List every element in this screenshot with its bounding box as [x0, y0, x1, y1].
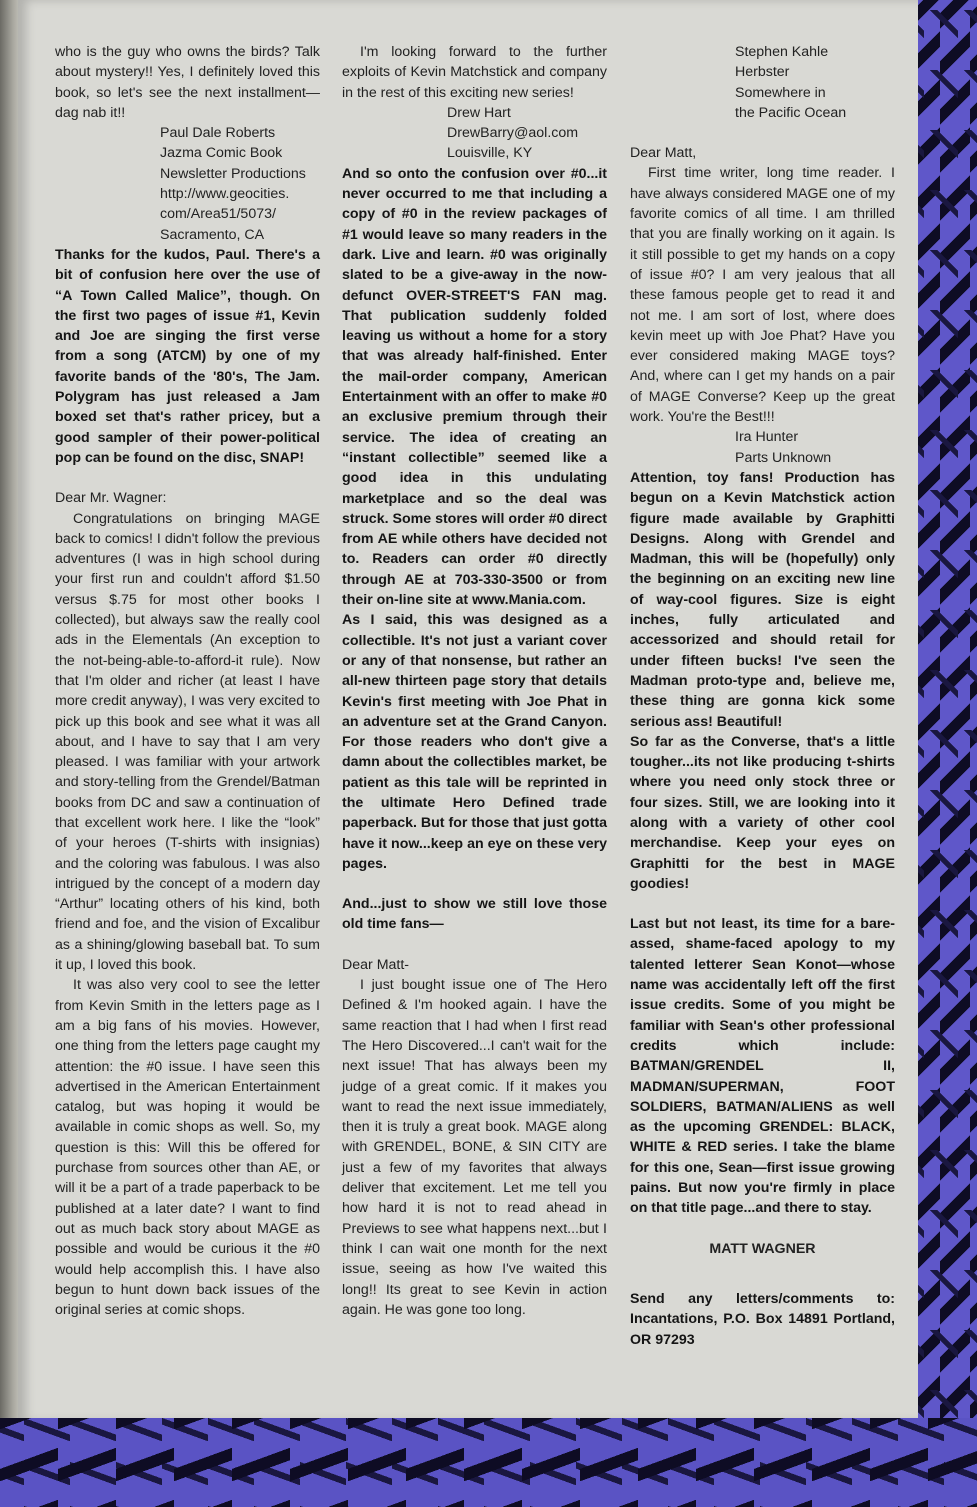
- letter-text: I'm looking forward to the further exploits of Kevin Matchstick and company in the rest of this exciting new series!: [342, 44, 607, 101]
- column-1: [55, 42, 320, 1320]
- letter-signature-line: http://www.geocities.: [160, 186, 290, 203]
- editor-signature: MATT WAGNER: [709, 1240, 816, 1257]
- decorative-border-bottom: [0, 1418, 977, 1507]
- editor-reply: Last but not least, its time for a bare-assed, shame-faced apology to my talented letterer Sean Konot—whose name was accidentally left off the first issue credits. Some of you might be familiar with Sean's other professional credits which include: BATMAN/GRENDEL II, MADMAN/SUPERMAN, FOOT SOLDIERS, BATMAN/ALIENS as well as the upcoming GRENDEL: BLACK, WHITE & RED series. I take the blame for this one, Sean—first issue growing pains. But now you're firmly in place on that title page...and there to stay.: [630, 916, 895, 1217]
- letter-signature-line: Stephen Kahle: [735, 44, 829, 60]
- letter-signature-line: Drew Hart: [447, 104, 511, 121]
- letter-text: I just bought issue one of The Hero Defined & I'm hooked again. I have the same reaction that I had when I first read The Hero Discovered...I can't wait for the next issue! That has always been my judge of a great comic. If it makes you want to read the next issue immediately, then it is truly a great book. MAGE along with GRENDEL, BONE, & SIN CITY are just a few of my favorites that always deliver that excitement. Let me tell you how hard it is not to read ahead in Previews to see what happens next...but I think I can wait one month for the next issue, seeing as how I've waited this long!! Its great to see Kevin in action again. He was gone too long.: [342, 977, 607, 1318]
- letter-salutation: Dear Matt-: [342, 956, 410, 973]
- editor-reply: Attention, toy fans! Production has begun on a Kevin Matchstick action figure made available by Graphitti Designs. Along with Grendel and Madman, this will be (hopefully) only the beginning on an exciting new line of way-cool figures. Size is eight inches, fully articulated and accessorized and should retail for under fifteen bucks! I've seen the Madman proto-type and, believe me, these thing are gonna kick some serious ass! Beautiful!: [630, 469, 895, 730]
- letter-signature-line: Parts Unknown: [735, 449, 832, 466]
- letter-salutation: Dear Mr. Wagner:: [55, 490, 167, 507]
- letter-salutation: Dear Matt,: [630, 145, 697, 162]
- mailing-address: Send any letters/comments to: Incantations, P.O. Box 14891 Portland, OR 97293: [630, 1290, 895, 1348]
- editor-reply: Thanks for the kudos, Paul. There's a bit of confusion here over the use of “A Town Called Malice”, though. On the first two pages of issue #1, Kevin and Joe are singing the first verse from a song (ATCM) by one of my favorite bands of the '80's, The Jam. Polygram has just released a Jam boxed set that's rather pricey, but a good sampler of their power-political pop can be found on the disc, SNAP!: [55, 246, 320, 466]
- letter-signature-line: the Pacific Ocean: [735, 104, 847, 121]
- letter-signature-line: Sacramento, CA: [160, 226, 265, 243]
- letter-signature-line: Ira Hunter: [735, 429, 799, 446]
- editor-reply: And so onto the confusion over #0...it never occurred to me that including a copy of #0 in the review packages of #1 would leave so many readers in the dark. Live and learn. #0 was originally slated to be a give-away in the now-defunct OVER-STREET'S FAN mag. That publication suddenly folded leaving us without a home for a story that was already half-finished. Enter the mail-order company, American Entertainment with an offer to make #0 an exclusive premium through their service. The idea of creating an “instant collectible” seemed like a good idea in this undulating marketplace and so the deal was struck. Some stores will order #0 direct from AE while others have decided not to. Readers can order #0 directly through AE at 703-330-3500 or from their on-line site at www.Mania.com.: [342, 165, 607, 609]
- editor-reply: So far as the Converse, that's a little tougher...its not like producing t-shirts where you need only stock three or four sizes. Still, we are looking into it along with a variety of other cool merchandise. Keep your eyes on Graphitti for the best in MAGE goodies!: [630, 733, 895, 892]
- editor-reply: And...just to show we still love those old time fans—: [342, 896, 607, 933]
- decorative-border-right: [918, 0, 977, 1507]
- letter-signature-line: Somewhere in: [735, 84, 826, 101]
- letter-signature-line: Jazma Comic Book: [160, 145, 283, 162]
- letter-text: It was also very cool to see the letter from Kevin Smith in the letters page as I am a big fans of his movies. However, one thing from the letters page caught my attention: the #0 issue. I have seen this advertised in the American Entertainment catalog, but was hoping it would be available in comic shops as well. So, my question is this: Will this be offered for purchase from sources other than AE, or will it be a part of a trade paperback to be published at a later date? I want to find out as much back story about MAGE as possible and would be curious it the #0 would help accomplish this. I have also begun to hunt down back issues of the original series at comic shops.: [55, 977, 320, 1319]
- letter-text: who is the guy who owns the birds? Talk about mystery!! Yes, I definitely loved this book, so let's see the next installment—dag nab it!!: [55, 44, 320, 121]
- letter-signature-line: Herbster: [735, 64, 790, 81]
- letter-signature-line: Newsletter Productions: [160, 165, 306, 182]
- letter-signature-line: DrewBarry@aol.com: [447, 125, 579, 142]
- letter-signature-line: com/Area51/5073/: [160, 206, 276, 223]
- letter-text: First time writer, long time reader. I have always considered MAGE one of my favorite comics of all time. I am thrilled that you are finally working on it again. Is it still possible to get my hands on a copy of issue #0? I am very jealous that all these famous people get to read it and not me. I am sort of lost, where does kevin meet up with Joe Phat? Have you ever considered making MAGE toys? And, where can I get my hands on a pair of MAGE Converse? Keep up the great work. You're the Best!!!: [630, 165, 895, 426]
- letter-signature-line: Louisville, KY: [447, 145, 533, 162]
- editor-reply: As I said, this was designed as a collectible. It's not just a variant cover or any of that nonsense, but rather an all-new thirteen page story that details Kevin's first meeting with Joe Phat in an adventure set at the Grand Canyon. For those readers who don't give a damn about the collectibles market, be patient as this tale will be reprinted in the ultimate Hero Defined trade paperback. But for those that just gotta have it now...keep an eye on these very pages.: [342, 612, 607, 872]
- column-2: [342, 42, 607, 1320]
- letter-text: Congratulations on bringing MAGE back to comics! I didn't follow the previous adventures (I was in high school during your first run and couldn't afford $1.50 versus $.75 for most other books I collected), but always saw the really cool ads in the Elementals (An exception to the not-being-able-to-afford-it rule). Now that I'm older and richer (at least I have more credit anyway), I was very excited to pick up this book and see what it was all about, and I have to say that I am very pleased. I was familiar with your artwork and story-telling from the Grendel/Batman books from DC and saw a continuation of that excellent work here. I like the “look” of your heroes (T-shirts with insignias) and the coloring was fabulous. I was also intrigued by the concept of a modern day “Arthur” locating others of his kind, both friend and foe, and the vision of Excalibur as a shining/glowing baseball bat. To sum it up, I loved this book.: [55, 510, 320, 974]
- letter-signature-line: Paul Dale Roberts: [160, 125, 276, 142]
- column-3: [630, 42, 895, 1350]
